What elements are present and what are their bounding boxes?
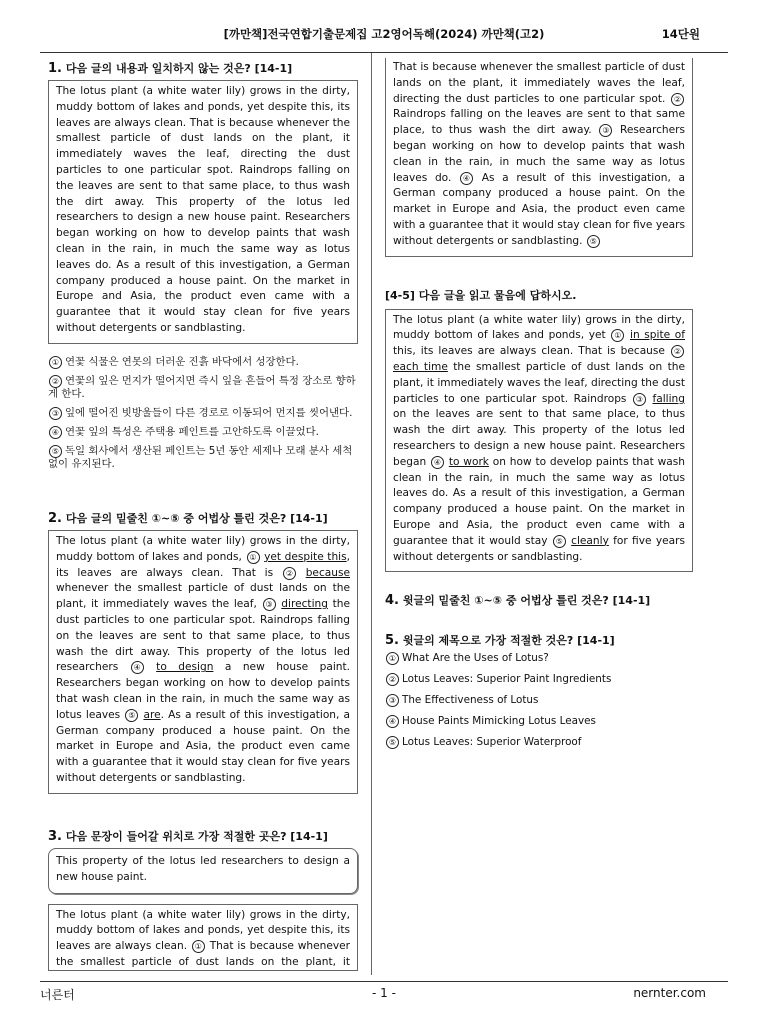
column-divider (371, 53, 372, 975)
circled-number-marker: ③ (386, 694, 399, 707)
text-segment: 2. (48, 511, 62, 526)
question-3 (48, 828, 358, 971)
text-segment: 다음 글의 내용과 일치하지 않는 것은? [14-1] (65, 62, 293, 75)
circled-number-marker: ② (386, 673, 399, 686)
text-segment: The Effectiveness of Lotus (402, 694, 539, 707)
text-segment: As a result of this investigation, a German company produced a house paint. (393, 171, 685, 200)
page-header (40, 26, 728, 44)
circled-number-marker: ⑤ (125, 709, 138, 722)
circled-number-marker: ④ (49, 426, 62, 439)
text-segment: What Are the Uses of Lotus? (402, 652, 549, 665)
question-4 (385, 592, 693, 608)
text-segment: 4. (385, 593, 399, 609)
left-column (48, 60, 358, 968)
question-5 (385, 632, 693, 749)
circled-number-marker: ③ (599, 124, 612, 137)
question-1-prompt (48, 60, 358, 76)
underline-2: because (305, 566, 351, 579)
q5-option-1[interactable] (385, 652, 693, 665)
question-4-5-group (385, 287, 693, 573)
text-segment: This property of the lotus led researchers to design a new house paint. (56, 195, 350, 224)
text-segment: 윗글의 제목으로 가장 적절한 것은? [14-1] (402, 634, 615, 648)
text-segment: 잎에 떨어진 빗방울들이 다른 경로로 이동되어 먼지를 씻어낸다. (65, 406, 353, 419)
footer-brand: 너른터 (40, 988, 75, 1002)
q5-option-3[interactable] (385, 694, 693, 707)
text-segment: The lotus plant (a white water lily) grows in the dirty, muddy bottom of lakes and ponds, (56, 535, 350, 563)
text-segment: a new house paint. Researchers began working on how to develop paints that wash clean in the rain, in much the same way as lotus leaves (56, 661, 350, 721)
footer-site[interactable]: nernter.com (633, 986, 706, 1000)
text-segment: 다음 문장이 들어갈 위치로 가장 적절한 곳은? [14-1] (65, 830, 328, 843)
underline-3: directing (281, 598, 328, 611)
footer-rule (40, 981, 728, 982)
circled-number-marker: ① (386, 652, 399, 665)
text-segment: Researchers began working on how to develop paints that wash clean in the rain, in much the same way as lotus leaves do. (56, 211, 350, 271)
text-segment: 5. (385, 633, 399, 649)
question-3-passage (48, 904, 358, 971)
circled-number-marker: ⑤ (553, 535, 566, 548)
underline-3: falling (652, 392, 685, 405)
circled-number-marker: ⑤ (49, 445, 62, 458)
underline-5: are (143, 708, 161, 721)
circled-number-marker: ① (611, 329, 624, 342)
text-segment: whenever the smallest particle of dust lands on the plant, it immediately waves the leaf, (56, 582, 350, 611)
text-segment: on how to develop paints that wash clean in the rain, in much the same way as lotus leaves do. As a result of this investigation, a German company produced a house paint. On the market in Europe and Asia, the product even came with a guarantee that it would stay (393, 455, 685, 547)
circled-number-marker: ⑤ (587, 235, 600, 248)
text-segment: The lotus plant (a white water lily) grows in the dirty, muddy bottom of lakes and ponds, yet despite this, its leaves are always clean. (56, 85, 350, 129)
question-4-5-instruction: [4-5] 다음 글을 읽고 물음에 답하시오. (385, 288, 577, 302)
text-segment: The lotus plant (a white water lily) grows in the dirty, muddy bottom of lakes and ponds, yet despite this, its leaves are always clean. (56, 908, 350, 953)
text-segment: for five years without detergents or sandblasting. (393, 534, 685, 563)
question-2-passage (48, 530, 358, 794)
text-segment: , its leaves are always clean. That is (56, 550, 351, 579)
text-segment: The lotus plant (a white water lily) grows in the dirty, muddy bottom of lakes and ponds, yet (393, 313, 685, 342)
q1-option-5[interactable] (48, 445, 358, 471)
underline-2: each time (393, 360, 448, 373)
circled-number-marker: ③ (263, 598, 276, 611)
question-3-prompt (48, 828, 358, 844)
page-number: - 1 - (372, 986, 396, 1000)
text-segment: . As a result of this investigation, a German company produced a house paint. On the market in Europe and Asia, the product even came with a guarantee that it would stay clean for five years without detergents or sandblasting. (56, 708, 350, 784)
q1-option-4[interactable] (48, 426, 358, 439)
text-segment: on the leaves are sent to that same place, to thus wash the dirt away. This property of the lotus led researchers to design a new house paint. Researchers began (393, 408, 685, 468)
circled-number-marker: ④ (460, 172, 473, 185)
book-title: [까만책]전국연합기출문제집 고2영어독해(2024) 까만책(고2) (223, 27, 545, 41)
text-segment: the smallest particle of dust lands on the plant, it immediately waves the leaf, directing the dust particles to one particular spot. Raindrops (393, 360, 685, 405)
text-segment: 다음 글의 밑줄친 ①~⑤ 중 어법상 틀린 것은? [14-1] (65, 512, 328, 525)
text-segment: 연꽃 식물은 연못의 더러운 진흙 바닥에서 성장한다. (65, 355, 299, 368)
circled-number-marker: ⑤ (386, 736, 399, 749)
q1-option-2[interactable] (48, 375, 358, 401)
question-2 (48, 510, 358, 794)
question-5-prompt (385, 632, 693, 648)
q5-option-4[interactable] (385, 715, 693, 728)
underline-4: to design (156, 661, 214, 674)
right-column (385, 58, 693, 749)
question-3-given-sentence: This property of the lotus led researchers to design a new house paint. (48, 848, 358, 894)
text-segment: Raindrops falling on the leaves are sent to that same place, to thus wash the dirt away. (393, 108, 685, 137)
text-segment: 1. (48, 61, 62, 76)
circled-number-marker: ③ (49, 407, 62, 420)
text-segment: Raindrops falling on the leaves are sent to that same place, to thus wash the dirt away. (56, 163, 350, 208)
text-segment: That is because whenever the smallest particle of dust lands on the plant, it immediately waves the leaf, directing the dust particles to one particular spot. (56, 116, 350, 176)
q1-option-1[interactable] (48, 356, 358, 369)
circled-number-marker: ① (49, 356, 62, 369)
text-segment: On the market in Europe and Asia, the product even came with a guarantee that it would stay clean for five years without detergents or sandblasting. (393, 187, 685, 247)
text-segment: As a result of this investigation, a German company produced a house paint. (56, 258, 350, 287)
text-segment: 윗글의 밑줄친 ①~⑤ 중 어법상 틀린 것은? [14-1] (402, 594, 651, 608)
circled-number-marker: ② (49, 375, 62, 388)
text-segment: On the market in Europe and Asia, the product even came with a guarantee that it would stay clean for five years without detergents or sandblasting. (56, 274, 351, 334)
underline-4: to work (448, 455, 489, 468)
text-segment: 연꽃의 잎은 먼지가 떨어지면 즉시 잎을 흔들어 특정 장소로 향하게 한다. (48, 374, 356, 400)
circled-number-marker: ④ (431, 456, 444, 469)
text-segment: Researchers began working on how to develop paints that wash clean in the rain, in much the same way as lotus leaves do. (393, 124, 686, 184)
question-4-5-passage (385, 309, 693, 573)
text-segment: this, its leaves are always clean. That is because (393, 345, 665, 358)
circled-number-marker: ① (247, 551, 260, 564)
header-rule (40, 52, 728, 53)
unit-label: 14단원 (661, 27, 700, 41)
text-segment: Lotus Leaves: Superior Paint Ingredients (402, 673, 612, 686)
q1-option-3[interactable] (48, 407, 358, 420)
circled-number-marker: ④ (386, 715, 399, 728)
circled-number-marker: ③ (633, 393, 646, 406)
circled-number-marker: ② (671, 345, 684, 358)
underline-1: in spite of (630, 329, 685, 342)
circled-number-marker: ① (192, 940, 205, 953)
question-1 (48, 60, 358, 471)
text-segment: That is because whenever the smallest particle of dust lands on the plant, it (56, 940, 350, 968)
text-segment: the dust particles to one particular spot. Raindrops falling on the leaves are sent to that same place, to thus wash the dirt away. This property of the lotus led researchers (56, 598, 351, 674)
q5-option-5[interactable] (385, 736, 693, 749)
question-2-prompt (48, 510, 358, 526)
question-3-passage-continued (385, 58, 693, 257)
circled-number-marker: ④ (131, 661, 144, 674)
question-1-passage (48, 80, 358, 344)
text-segment: House Paints Mimicking Lotus Leaves (402, 715, 596, 728)
q5-option-2[interactable] (385, 673, 693, 686)
question-4-prompt (385, 592, 693, 608)
circled-number-marker: ② (671, 93, 684, 106)
text-segment: 연꽃 잎의 특성은 주택용 페인트를 고안하도록 이끌었다. (65, 425, 319, 438)
text-segment: That is because whenever the smallest particle of dust lands on the plant, it immediately waves the leaf, directing the dust particles to one particular spot. (393, 61, 685, 105)
text-segment: 독일 회사에서 생산된 페인트는 5년 동안 세제나 모래 분사 세척 없이 유지된다. (48, 444, 353, 470)
circled-number-marker: ② (283, 567, 296, 580)
text-segment: Lotus Leaves: Superior Waterproof (402, 736, 582, 749)
underline-1: yet despite this (264, 550, 347, 563)
underline-5: cleanly (571, 534, 609, 547)
text-segment: 3. (48, 829, 62, 844)
